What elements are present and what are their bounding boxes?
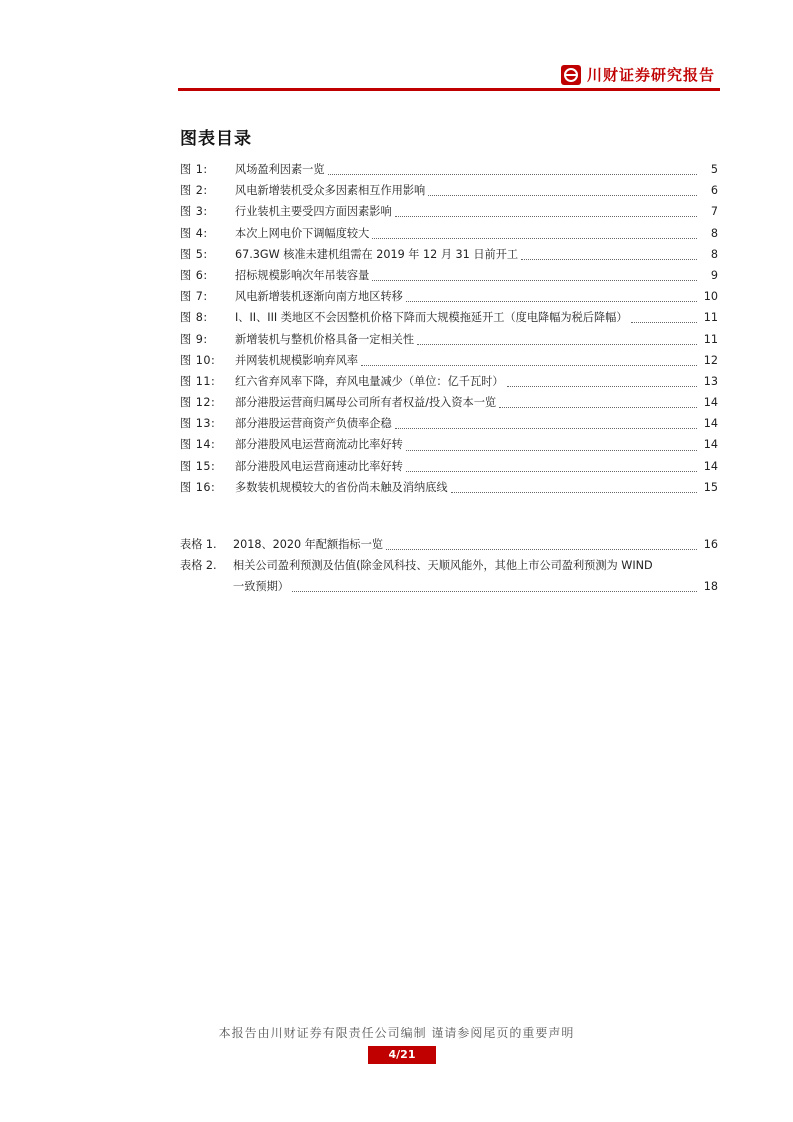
- toc-entry-figure-12[interactable]: [180, 392, 718, 413]
- toc-entry-page: 11: [703, 311, 718, 325]
- toc-entry-text: 部分港股风电运营商流动比率好转: [235, 438, 403, 452]
- toc-entry-figure-2[interactable]: [180, 180, 718, 201]
- toc-entry-figure-10[interactable]: [180, 350, 718, 371]
- toc-entry-figure-4[interactable]: [180, 223, 718, 244]
- toc-entry-figure-5[interactable]: [180, 244, 718, 265]
- toc-entry-page: 7: [710, 205, 718, 219]
- toc-entry-text: 新增装机与整机价格具备一定相关性: [235, 332, 415, 346]
- toc-entry-page: 16: [703, 538, 718, 551]
- toc-entry-text: 本次上网电价下调幅度较大: [235, 226, 370, 240]
- toc-entry-page: 14: [703, 438, 718, 452]
- toc-entry-page: 9: [710, 268, 718, 282]
- toc-entry-page: 14: [703, 396, 718, 410]
- toc-entry-text: 风电新增装机逐渐向南方地区转移: [235, 290, 403, 304]
- toc-entry-text: 多数装机规模较大的省份尚未触及消纳底线: [235, 480, 448, 494]
- toc-entry-label: 图 5:: [180, 247, 208, 261]
- toc-dot-leader: [386, 549, 697, 550]
- toc-entry-text: 风电新增装机受众多因素相互作用影响: [235, 184, 426, 198]
- toc-dot-leader: [631, 322, 697, 323]
- toc-entry-text: 部分港股运营商归属母公司所有者权益/投入资本一览: [235, 396, 497, 410]
- toc-entry-page: 18: [703, 580, 718, 594]
- toc-entry-text: 67.3GW 核准未建机组需在 2019 年 12 月 31 日前开工: [235, 247, 519, 261]
- toc-entry-figure-15[interactable]: [180, 456, 718, 477]
- toc-entry-label: 图 10:: [180, 353, 216, 367]
- toc-entry-label: 图 7:: [180, 290, 208, 304]
- figure-list: [180, 159, 718, 498]
- toc-dot-leader: [406, 301, 697, 302]
- toc-entry-label: 图 2:: [180, 184, 208, 198]
- toc-entry-text: 2018、2020 年配额指标一览: [233, 538, 383, 551]
- toc-entry-page: 13: [703, 374, 718, 388]
- brand-name: 川财证券研究报告: [587, 66, 716, 84]
- toc-entry-text: 部分港股运营商资产负债率企稳: [235, 417, 392, 431]
- toc-entry-text: 并网装机规模影响弃风率: [235, 353, 359, 367]
- toc-entry-figure-7[interactable]: [180, 286, 718, 307]
- toc-dot-leader: [451, 492, 697, 493]
- toc-entry-text: 行业装机主要受四方面因素影响: [235, 205, 392, 219]
- toc-entry-page: 12: [703, 353, 718, 367]
- toc-entry-page: 6: [710, 184, 718, 198]
- toc-dot-leader: [372, 280, 697, 281]
- toc-entry-figure-1[interactable]: [180, 159, 718, 180]
- toc-dot-leader: [372, 238, 697, 239]
- toc-dot-leader: [406, 471, 697, 472]
- toc-entry-page: 15: [703, 480, 718, 494]
- toc-entry-figure-8[interactable]: [180, 307, 718, 328]
- toc-entry-text: 部分港股风电运营商速动比率好转: [235, 459, 403, 473]
- header-divider: [178, 88, 720, 91]
- toc-entry-page: 14: [703, 417, 718, 431]
- toc-entry-figure-9[interactable]: [180, 329, 718, 350]
- toc-entry-figure-13[interactable]: [180, 413, 718, 434]
- toc-entry-label: 图 12:: [180, 396, 216, 410]
- toc-entry-label: 图 3:: [180, 205, 208, 219]
- toc-entry-figure-16[interactable]: [180, 477, 718, 498]
- toc-entry-text: 红六省弃风率下降，弃风电量减少（单位：亿千瓦时）: [235, 374, 504, 388]
- toc-entry-text: 风场盈利因素一览: [235, 163, 325, 176]
- toc-dot-leader: [406, 450, 697, 451]
- toc-entry-label: 图 1:: [180, 163, 208, 176]
- toc-dot-leader: [521, 259, 697, 260]
- toc-entry-figure-11[interactable]: [180, 371, 718, 392]
- toc-entry-page: 8: [710, 226, 718, 240]
- toc-dot-leader: [395, 428, 697, 429]
- toc-dot-leader: [292, 591, 697, 592]
- toc-title: 图表目录: [180, 129, 252, 149]
- toc-entry-label: 图 4:: [180, 226, 208, 240]
- toc-entry-text-continued: 一致预期）: [233, 580, 289, 594]
- toc-entry-label: 图 6:: [180, 268, 208, 282]
- toc-entry-page: 10: [703, 290, 718, 304]
- toc-entry-label: 图 13:: [180, 417, 216, 431]
- toc-entry-label: 图 9:: [180, 332, 208, 346]
- toc-entry-label: 表格 2.: [180, 559, 217, 573]
- toc-entry-label: 表格 1.: [180, 538, 217, 551]
- toc-entry-page: 5: [710, 163, 718, 176]
- toc-entry-table-1[interactable]: [180, 534, 718, 555]
- chuancai-logo-icon: [561, 65, 581, 85]
- toc-entry-figure-6[interactable]: [180, 265, 718, 286]
- table-list: [180, 534, 718, 598]
- header-brand: [561, 64, 715, 86]
- toc-entry-figure-14[interactable]: [180, 434, 718, 455]
- toc-entry-page: 8: [710, 247, 718, 261]
- footer-disclaimer: 本报告由川财证券有限责任公司编制 谨请参阅尾页的重要声明: [218, 1026, 575, 1040]
- toc-entry-table-2[interactable]: [180, 555, 718, 597]
- toc-dot-leader: [428, 195, 697, 196]
- toc-entry-text: 招标规模影响次年吊装容量: [235, 268, 370, 282]
- toc-entry-label: 图 16:: [180, 480, 216, 494]
- toc-entry-label: 图 8:: [180, 311, 208, 325]
- toc-entry-label: 图 14:: [180, 438, 216, 452]
- toc-dot-leader: [417, 344, 697, 345]
- toc-dot-leader: [507, 386, 697, 387]
- toc-dot-leader: [499, 407, 697, 408]
- page-number: 4/21: [368, 1046, 436, 1064]
- toc-dot-leader: [328, 174, 697, 175]
- toc-dot-leader: [361, 365, 697, 366]
- toc-entry-label: 图 15:: [180, 459, 216, 473]
- toc-entry-page: 14: [703, 459, 718, 473]
- toc-dot-leader: [395, 216, 697, 217]
- toc-entry-label: 图 11:: [180, 374, 216, 388]
- toc-entry-text: 相关公司盈利预测及估值(除金风科技、天顺风能外，其他上市公司盈利预测为 WIND: [233, 559, 653, 573]
- toc-entry-page: 11: [703, 332, 718, 346]
- toc-entry-text: I、II、III 类地区不会因整机价格下降而大规模拖延开工（度电降幅为税后降幅）: [235, 311, 628, 325]
- toc-entry-figure-3[interactable]: [180, 201, 718, 222]
